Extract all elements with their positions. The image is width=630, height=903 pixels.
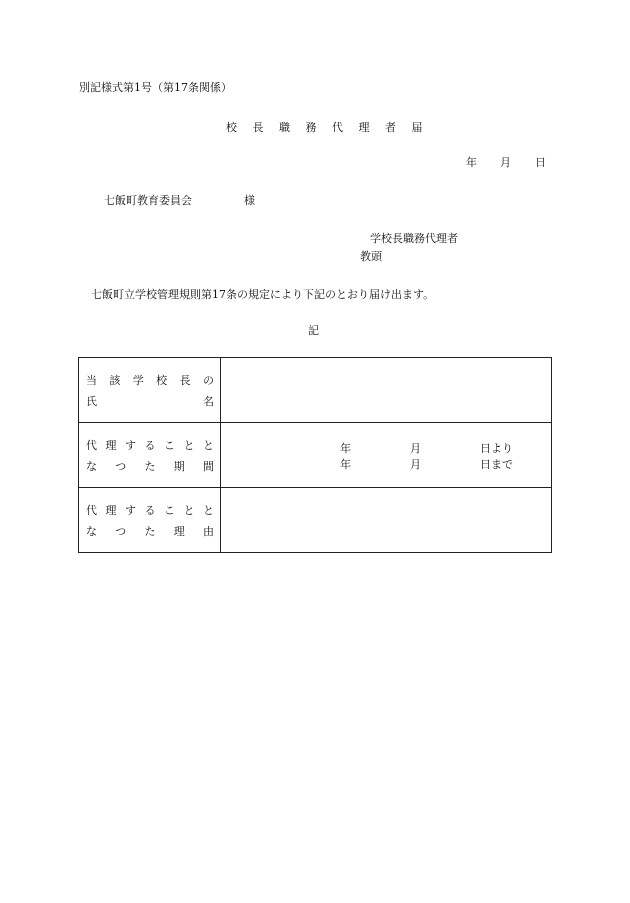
label-char: な	[86, 460, 97, 473]
submitter-role: 学校長職務代理者	[370, 232, 458, 245]
period-from-month: 月	[410, 442, 421, 455]
date-day-label: 日	[535, 156, 546, 169]
label-cell-period	[79, 423, 221, 488]
document-title: 校 長 職 務 代 理 者 届	[226, 121, 429, 134]
label-char: 間	[203, 460, 214, 473]
date-month-label: 月	[500, 156, 511, 169]
table-row-principal-name	[79, 358, 552, 423]
label-char: こ	[164, 504, 175, 517]
label-char: る	[144, 504, 156, 517]
label-line-1	[86, 505, 214, 516]
label-line-1	[86, 375, 214, 386]
body-text: 七飯町立学校管理規則第17条の規定により下記のとおり届け出ます。	[91, 288, 435, 301]
label-char: 代	[86, 439, 97, 452]
value-cell-period[interactable]	[221, 423, 552, 488]
value-cell-reason[interactable]	[221, 488, 552, 553]
label-char: と	[183, 439, 195, 452]
label-char: す	[125, 504, 136, 517]
addressee-name: 七飯町教育委員会	[104, 194, 192, 207]
label-char: 代	[86, 504, 97, 517]
value-cell-principal-name[interactable]	[221, 358, 552, 423]
label-char: と	[183, 504, 195, 517]
form-number: 別記様式第1号（第17条関係）	[79, 81, 232, 94]
label-char: つ	[115, 525, 127, 538]
label-line-2	[86, 396, 214, 407]
label-char: 由	[203, 525, 214, 538]
label-char: 理	[105, 439, 117, 452]
label-char: な	[86, 525, 97, 538]
report-table	[78, 357, 552, 553]
date-year-label: 年	[466, 156, 477, 169]
label-char: 理	[173, 525, 185, 538]
label-char: 期	[173, 460, 185, 473]
period-from-day: 日より	[480, 442, 513, 455]
label-cell-reason	[79, 488, 221, 553]
label-char: の	[202, 374, 214, 387]
label-char: つ	[115, 460, 127, 473]
label-char: と	[203, 504, 214, 517]
period-to-day: 日まで	[480, 458, 513, 471]
label-char: こ	[164, 439, 175, 452]
period-to-month: 月	[410, 458, 421, 471]
label-line-2	[86, 526, 214, 537]
label-char: 氏	[86, 395, 97, 408]
addressee-honorific: 様	[244, 194, 255, 207]
label-line-2	[86, 461, 214, 472]
label-char: 当	[86, 374, 97, 387]
label-char: 校	[156, 374, 168, 387]
label-char: す	[125, 439, 136, 452]
table-row-period	[79, 423, 552, 488]
ki-heading: 記	[308, 324, 319, 337]
label-char: 該	[109, 374, 121, 387]
label-char: 学	[132, 374, 144, 387]
label-char: た	[144, 460, 156, 473]
label-char: 長	[179, 374, 191, 387]
label-char: た	[144, 525, 156, 538]
label-char: 理	[105, 504, 117, 517]
period-to-year: 年	[340, 458, 351, 471]
submitter-position: 教頭	[360, 250, 382, 263]
label-char: 名	[203, 395, 214, 408]
label-cell-principal-name	[79, 358, 221, 423]
period-from-year: 年	[340, 442, 351, 455]
label-char: る	[144, 439, 156, 452]
label-line-1	[86, 440, 214, 451]
table-row-reason	[79, 488, 552, 553]
label-char: と	[203, 439, 214, 452]
